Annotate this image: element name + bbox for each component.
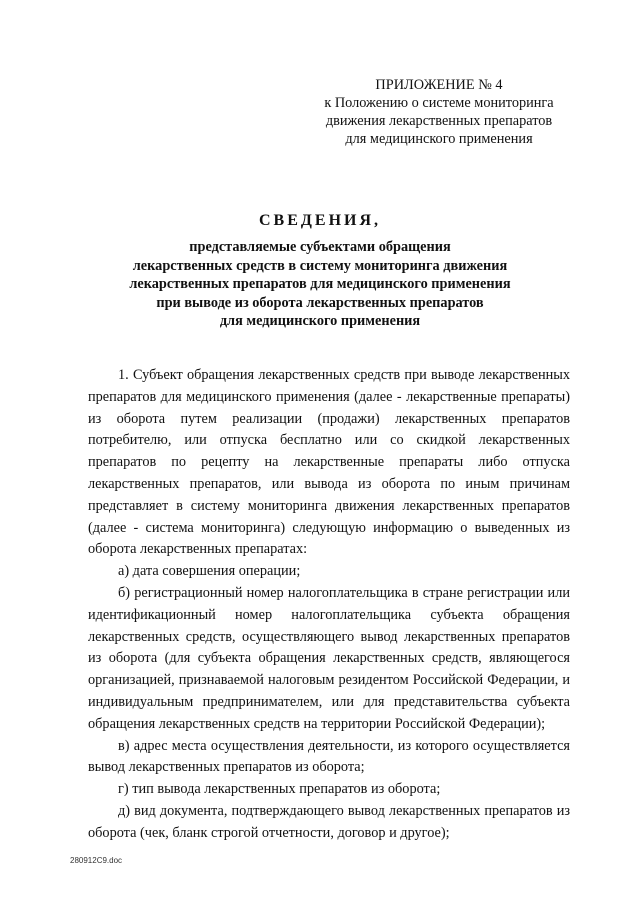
paragraph-1: 1. Субъект обращения лекарственных средств при выводе лекарственных препаратов для медицинского применения (далее - лекарственные препараты) из оборота путем реализации (продажи) лекарственных препаратов потребителю, или отпуска бесплатно или со скидкой лекарственных препаратов по рецепту на лекарственные препараты либо отпуска лекарственных препаратов, или вывода из оборота по иным причинам представляет в систему мониторинга движения лекарственных препаратов (далее - система мониторинга) следующую информацию о выведенных из оборота лекарственных препаратах:	[88, 367, 570, 558]
subtitle-line-4: при выводе из оборота лекарственных препаратов	[156, 294, 484, 311]
paragraph-item-g: г) тип вывода лекарственных препаратов из оборота;	[118, 781, 441, 798]
paragraph-item-d: д) вид документа, подтверждающего вывод лекарственных препаратов из оборота (чек, бланк строгой отчетности, договор и другое);	[88, 802, 570, 841]
subtitle-line-1: представляемые субъектами обращения	[189, 239, 451, 255]
document-body	[88, 365, 570, 845]
subtitle-line-3: лекарственных препаратов для медицинского применения	[129, 276, 511, 292]
appendix-line-3: для медицинского применения	[345, 131, 533, 147]
appendix-title: ПРИЛОЖЕНИЕ № 4	[375, 77, 503, 93]
document-subtitle	[60, 238, 580, 331]
document-title: СВЕДЕНИЯ,	[258, 212, 382, 229]
subtitle-line-5: для медицинского применения	[219, 313, 421, 329]
paragraph-item-a: а) дата совершения операции;	[118, 563, 301, 580]
footer-filename: 280912С9.doc	[70, 856, 123, 865]
subtitle-line-2: лекарственных средств в систему мониторинга движения	[132, 257, 508, 274]
appendix-line-2: движения лекарственных препаратов	[325, 113, 553, 129]
appendix-header	[304, 76, 574, 148]
paragraph-item-v: в) адрес места осуществления деятельности, из которого осуществляется вывод лекарственных препаратов из оборота;	[88, 737, 570, 776]
appendix-line-1: к Положению о системе мониторинга	[324, 95, 554, 111]
paragraph-item-b: б) регистрационный номер налогоплательщика в стране регистрации или идентификационный номер налогоплательщика субъекта обращения лекарственных средств, осуществляющего вывод лекарственных препаратов из оборота (для субъекта обращения лекарственных средств, являющегося организацией, признаваемой налоговым резидентом Российской Федерации, и индивидуальным предпринимателем, или для представительства субъекта обращения лекарственных средств на территории Российской Федерации);	[88, 584, 570, 732]
